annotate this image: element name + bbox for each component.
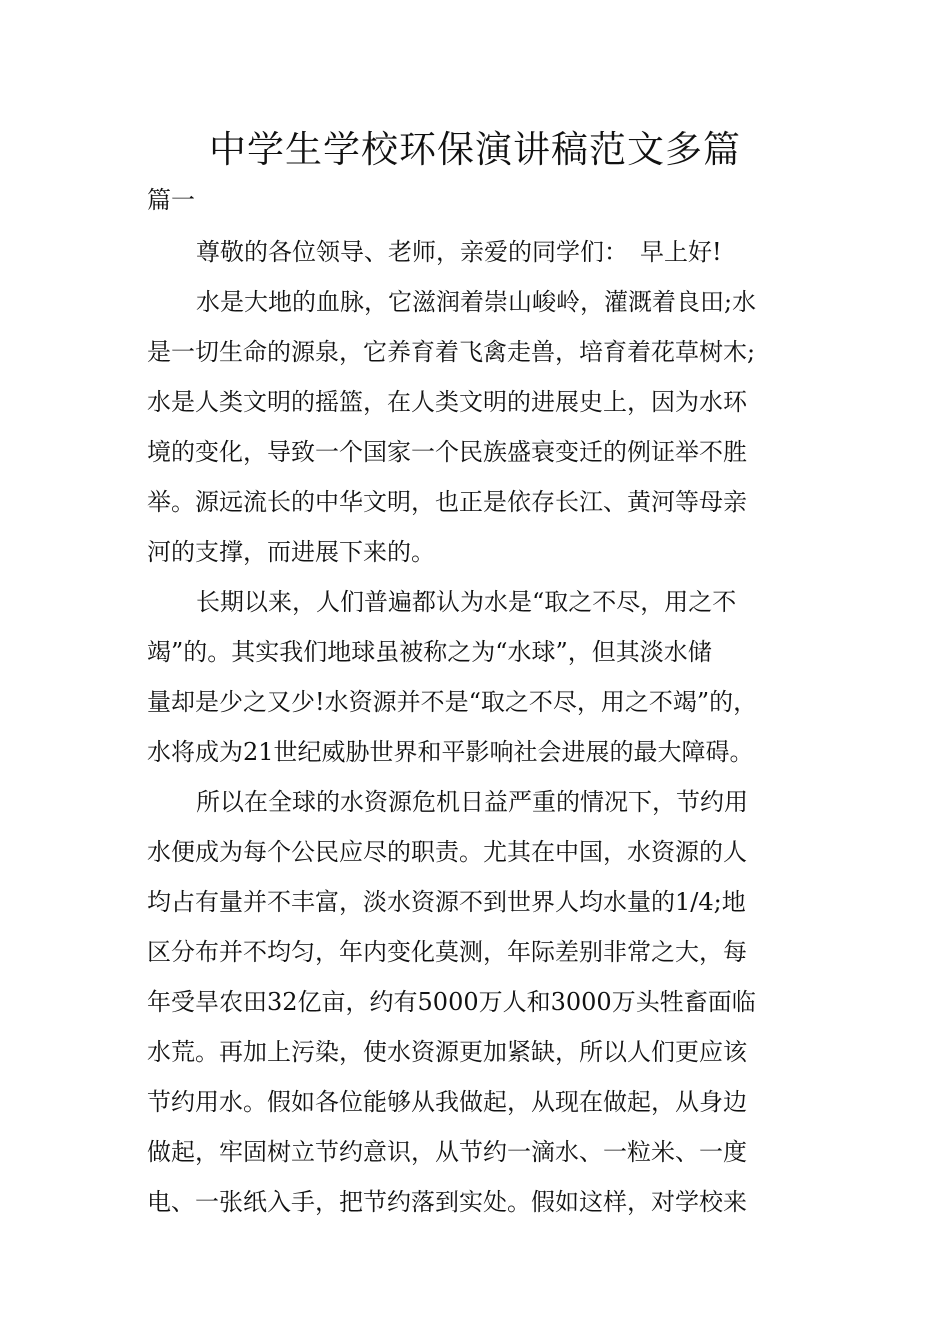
text-line: 河的支撑，而进展下来的。 xyxy=(147,538,435,566)
text-line: 区分布并不均匀，年内变化莫测，年际差别非常之大，每 xyxy=(147,938,747,966)
text-line: 水荒。再加上污染，使水资源更加紧缺，所以人们更应该 xyxy=(147,1038,747,1066)
text-line: 水是人类文明的摇篮，在人类文明的进展史上，因为水环 xyxy=(147,388,747,416)
text-line: 水便成为每个公民应尽的职责。尤其在中国，水资源的人 xyxy=(147,838,747,866)
text-line: 尊敬的各位领导、老师，亲爱的同学们： 早上好! xyxy=(196,238,722,266)
text-line: 长期以来，人们普遍都认为水是“取之不尽，用之不 xyxy=(196,588,737,616)
section-label: 篇一 xyxy=(147,186,195,214)
text-line: 举。源远流长的中华文明，也正是依存长江、黄河等母亲 xyxy=(147,488,747,516)
text-line: 量却是少之又少!水资源并不是“取之不尽，用之不竭”的， xyxy=(147,688,758,716)
text-line: 水是大地的血脉，它滋润着崇山峻岭，灌溉着良田;水 xyxy=(196,288,757,316)
text-line: 年受旱农田32亿亩，约有5000万人和3000万头牲畜面临 xyxy=(147,988,756,1016)
text-line: 均占有量并不丰富，淡水资源不到世界人均水量的1/4;地 xyxy=(147,888,746,916)
text-line: 竭”的。其实我们地球虽被称之为“水球”，但其淡水储 xyxy=(147,638,712,666)
text-line: 水将成为21世纪威胁世界和平影响社会进展的最大障碍。 xyxy=(147,738,754,766)
text-line: 节约用水。假如各位能够从我做起，从现在做起，从身边 xyxy=(147,1088,747,1116)
text-line: 是一切生命的源泉，它养育着飞禽走兽，培育着花草树木; xyxy=(147,338,756,366)
text-line: 所以在全球的水资源危机日益严重的情况下，节约用 xyxy=(196,788,748,816)
text-line: 电、一张纸入手，把节约落到实处。假如这样，对学校来 xyxy=(147,1188,747,1216)
text-line: 做起，牢固树立节约意识，从节约一滴水、一粒米、一度 xyxy=(147,1138,747,1166)
text-line: 境的变化，导致一个国家一个民族盛衰变迁的例证举不胜 xyxy=(147,438,747,466)
document-title: 中学生学校环保演讲稿范文多篇 xyxy=(209,128,741,171)
